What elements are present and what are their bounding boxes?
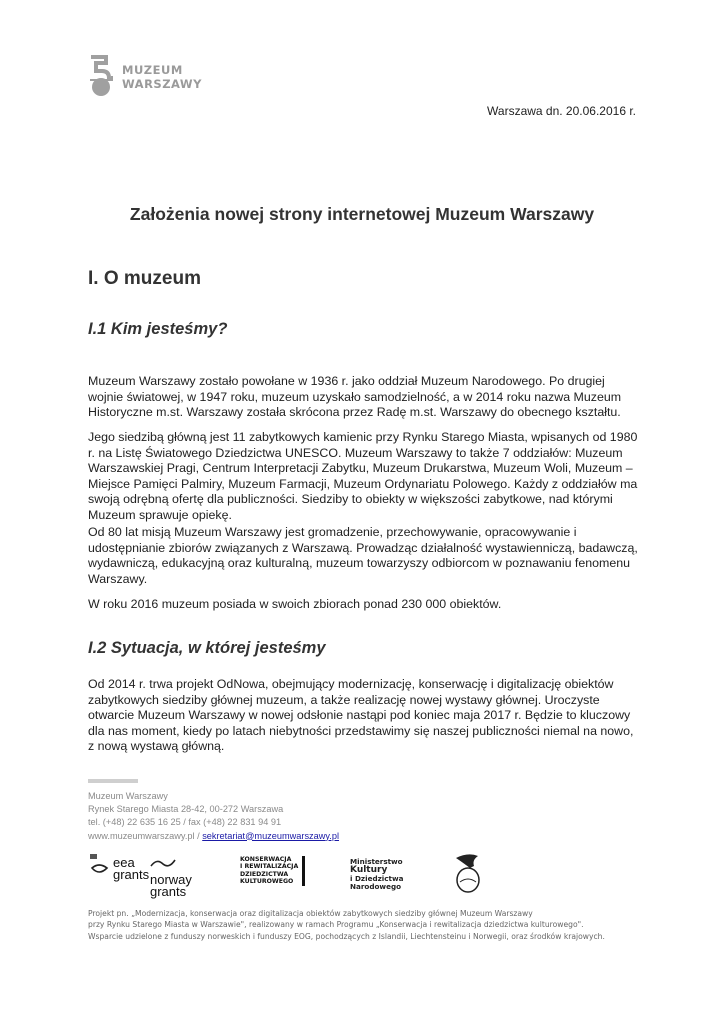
footer-web-row: [88, 830, 339, 843]
footer-org-name: Muzeum Warszawy: [88, 791, 168, 801]
eea-line-1: eea: [113, 855, 135, 870]
footer-phone: tel. (+48) 22 635 16 25 / fax (+48) 22 831 94 91: [88, 817, 282, 828]
paragraph-collection: W roku 2016 muzeum posiada w swoich zbiorach ponad 230 000 obiektów.: [88, 597, 502, 611]
project-note-line-1: Projekt pn. „Modernizacja, konserwacja oraz digitalizacja obiektów zabytkowych siedziby głównej Muzeum Warszawy: [88, 909, 533, 918]
footer-contact: [88, 790, 339, 843]
sponsor-logos: [88, 852, 508, 899]
eea-grants-logo: [88, 854, 149, 884]
footer-separator: /: [194, 830, 203, 841]
norway-line-1: norway: [150, 872, 192, 887]
subsection-heading-situation: I.2 Sytuacja, w której jesteśmy: [88, 639, 326, 657]
kons-line-2: I REWITALIZACJA: [240, 863, 299, 871]
document-title: Założenia nowej strony internetowej Muzeum Warszawy: [129, 204, 595, 224]
mkidn-line-4: Narodowego: [350, 882, 402, 892]
project-note-line-3: Wsparcie udzielone z funduszy norweskich i funduszy EOG, pochodzących z Islandii, Liechtensteinu i Norwegii, oraz środków krajowych.: [88, 931, 605, 941]
culture-mascot-icon: [450, 852, 486, 894]
ministry-culture-logo: [350, 858, 403, 892]
section-heading-about: I. O muzeum: [88, 268, 201, 289]
kons-line-1: KONSERWACJA: [240, 856, 292, 863]
kons-line-4: KULTUROWEGO: [240, 878, 294, 886]
paragraph-history: Muzeum Warszawy zostało powołane w 1936 r. jako oddział Muzeum Narodowego. Po drugiej wojnie światowej, w 1947 roku, muzeum uzyskało samodzielność, a w 2014 roku nazwa Muzeum Historyczne m.st. Warszawy została skrócona przez Radę m.st. Warszawy do obecnego kształtu.: [88, 374, 622, 420]
logo-line-1: MUZEUM: [122, 63, 183, 77]
paragraph-odnowa: Od 2014 r. trwa projekt OdNowa, obejmujący modernizację, konserwację i digitalizację obiektów zabytkowych siedziby głównej muzeum, a także realizację nowej wystawy głównej. Uroczyste otwarcie Muzeum Warszawy w nowej odsłonie nastąpi pod koniec maja 2017 r. Będzie to kluczowy dla nas moment, kiedy po latach niebytności przedstawimy się naszej publiczności niemal na nowo, z nową wystawą główną.: [88, 677, 634, 754]
footer-divider: [88, 779, 138, 783]
mkidn-line-3: i Dziedzictwa: [350, 873, 404, 883]
project-funding-note: [88, 908, 605, 942]
museum-logo: [88, 54, 202, 100]
museum-logo-icon: [88, 54, 114, 100]
paragraph-branches: Jego siedzibą główną jest 11 zabytkowych kamienic przy Rynku Starego Miasta, wpisanych od 1980 r. na Listę Światowego Dziedzictwa UNESCO. Muzeum Warszawy to także 7 oddziałów: Muzeum Warszawskiej Pragi, Centrum Interpretacji Zabytku, Muzeum Drukarstwa, Muzeum Woli, Muzeum – Miejsce Pamięci Palmiry, Muzeum Farmacji, Muzeum Ordynariatu Polowego. Każdy z oddziałów ma swoją odrębną ofertę dla publiczności. Siedziby to obiekty w większości zabytkowe, nad którymi Muzeum sprawuje opiekę.: [88, 430, 638, 522]
eea-flag-icon: [88, 854, 110, 884]
norway-line-2: grants: [150, 884, 187, 899]
project-note-line-2: przy Rynku Starego Miasta w Warszawie", realizowany w ramach Programu „Konserwacja i rewitalizacja dziedzictwa kulturowego".: [88, 920, 584, 930]
document-date: Warszawa dn. 20.06.2016 r.: [487, 104, 636, 118]
eea-line-2: grants: [113, 867, 150, 882]
kons-line-3: DZIEDZICTWA: [240, 870, 289, 878]
mkidn-line-2: Kultury: [350, 865, 388, 876]
norway-wave-icon: [150, 857, 176, 869]
footer-address: Rynek Starego Miasta 28-42, 00-272 Warszawa: [88, 804, 284, 815]
subsection-heading-who-we-are: I.1 Kim jesteśmy?: [88, 320, 228, 338]
konserwacja-program-logo: [240, 856, 305, 886]
footer-email-link[interactable]: sekretariat@muzeumwarszawy.pl: [202, 830, 340, 841]
culture-mascot-logo: [450, 852, 486, 899]
norway-grants-logo: [150, 856, 192, 898]
logo-wordmark: [122, 63, 202, 91]
mkidn-line-1: Ministerstwo: [350, 857, 403, 866]
footer-website[interactable]: www.muzeumwarszawy.pl: [88, 830, 195, 841]
logo-line-2: WARSZAWY: [122, 77, 202, 91]
paragraph-mission: Od 80 lat misją Muzeum Warszawy jest gromadzenie, przechowywanie, opracowywanie i udostępnianie zbiorów związanych z Warszawą. Prowadząc działalność wystawienniczą, badawczą, wydawniczą, edukacyjną oraz kulturalną, muzeum towarzyszy odbiorcom w poznawaniu fenomenu Warszawy.: [88, 525, 638, 586]
